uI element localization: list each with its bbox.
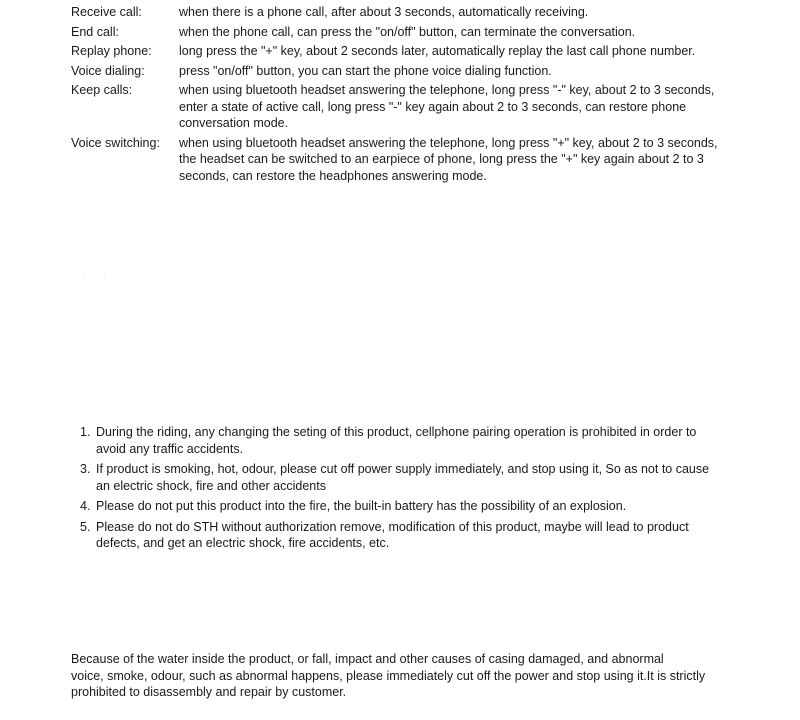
function-term: Voice switching:	[71, 135, 160, 150]
function-term: Keep calls:	[71, 83, 133, 97]
function-row	[71, 4, 751, 21]
warning-number: 5.	[80, 519, 91, 534]
warning-text: If product is smoking, hot, odour, please cut off power supply immediately, and stop using it, So as not to cause an electric shock, fire and other accidents	[96, 462, 710, 493]
function-term: Replay phone:	[71, 44, 152, 58]
warning-number: 3.	[80, 462, 91, 476]
function-description: when the phone call, can press the "on/off" button, can terminate the conversation.	[179, 24, 636, 39]
warning-text: Please do not put this product into the fire, the built-in battery has the possibility of an explosion.	[96, 499, 627, 513]
warning-item	[80, 424, 750, 457]
function-row	[71, 43, 751, 60]
function-description: long press the "+" key, about 2 seconds later, automatically replay the last call phone number.	[179, 44, 696, 58]
function-table	[71, 4, 751, 187]
function-description: when there is a phone call, after about 3 seconds, automatically receiving.	[179, 5, 589, 19]
warning-number: 4.	[80, 499, 91, 513]
decorative-dots: · ·	[82, 270, 114, 279]
function-term: Receive call:	[71, 5, 142, 19]
warning-text: During the riding, any changing the seting of this product, cellphone pairing operation is prohibited in order to avoid any traffic accidents.	[96, 425, 697, 456]
function-row	[71, 135, 751, 185]
warning-number: 1.	[80, 425, 91, 439]
function-description: when using bluetooth headset answering the telephone, long press "+" key, about 2 to 3 seconds, the headset can be switched to an earpiece of phone, long press the "+" key again about 2 to 3 seconds, can restore the headphones answering mode.	[179, 135, 718, 183]
warning-item	[80, 498, 750, 515]
function-row	[71, 24, 751, 41]
function-row	[71, 82, 751, 132]
function-description: when using bluetooth headset answering the telephone, long press "-" key, about 2 to 3 seconds, enter a state of active call, long press "-" key again about 2 to 3 seconds, can restore phone conversation mode.	[179, 83, 715, 130]
function-term: Voice dialing:	[71, 63, 145, 78]
safety-notice: Because of the water inside the product, or fall, impact and other causes of casing damaged, and abnormal voice, smoke, odour, such as abnormal happens, please immediately cut off the power and stop using it.It is strictly prohibited to disassembly and repair by customer.	[71, 652, 706, 699]
warning-item	[80, 461, 750, 494]
warning-text: Please do not do STH without authorization remove, modification of this product, maybe will lead to product defects, and get an electric shock, fire accidents, etc.	[96, 519, 689, 550]
function-description: press "on/off" button, you can start the phone voice dialing function.	[179, 63, 552, 78]
function-term: End call:	[71, 24, 119, 39]
warning-list	[80, 424, 750, 556]
warning-item	[80, 519, 750, 552]
function-row	[71, 63, 751, 80]
